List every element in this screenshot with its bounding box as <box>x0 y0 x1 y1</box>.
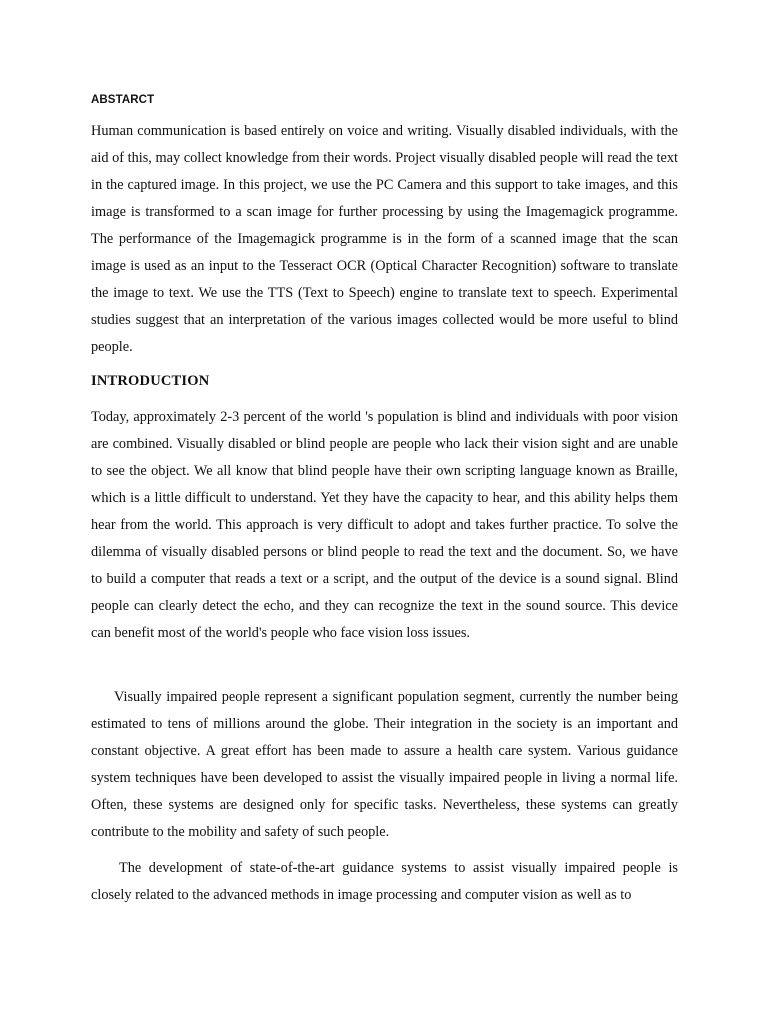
introduction-paragraph: Visually impaired people represent a significant population segment, currently the number being estimated to tens of millions around the globe. Their integration in the society is an important and constant objective. A great effort has been made to assure a health care system. Various guidance system techniques have been developed to assist the visually impaired people in living a normal life. Often, these systems are designed only for specific tasks. Nevertheless, these systems can greatly contribute to the mobility and safety of such people. <box>91 689 678 840</box>
introduction-heading: INTRODUCTION <box>91 373 210 389</box>
introduction-paragraph: The development of state-of-the-art guidance systems to assist visually impaired people is closely related to the advanced methods in image processing and computer vision as well as to <box>91 860 678 903</box>
abstract-paragraph: Human communication is based entirely on voice and writing. Visually disabled individuals, with the aid of this, may collect knowledge from their words. Project visually disabled people will read the text in the captured image. In this project, we use the PC Camera and this support to take images, and this image is transformed to a scan image for further processing by using the Imagemagick programme. The performance of the Imagemagick programme is in the form of a scanned image that the scan image is used as an input to the Tesseract OCR (Optical Character Recognition) software to translate the image to text. We use the TTS (Text to Speech) engine to translate text to speech. Experimental studies suggest that an interpretation of the various images collected would be more useful to blind people. <box>91 123 678 355</box>
introduction-paragraph: Today, approximately 2-3 percent of the world 's population is blind and individuals with poor vision are combined. Visually disabled or blind people are people who lack their vision sight and are unable to see the object. We all know that blind people have their own scripting language known as Braille, which is a little difficult to understand. Yet they have the capacity to hear, and this ability helps them hear from the world. This approach is very difficult to adopt and takes further practice. To solve the dilemma of visually disabled persons or blind people to read the text and the document. So, we have to build a computer that reads a text or a script, and the output of the device is a sound signal. Blind people can clearly detect the echo, and they can recognize the text in the sound source. This device can benefit most of the world's people who face vision loss issues. <box>91 409 678 641</box>
abstract-heading: ABSTARCT <box>91 94 155 106</box>
